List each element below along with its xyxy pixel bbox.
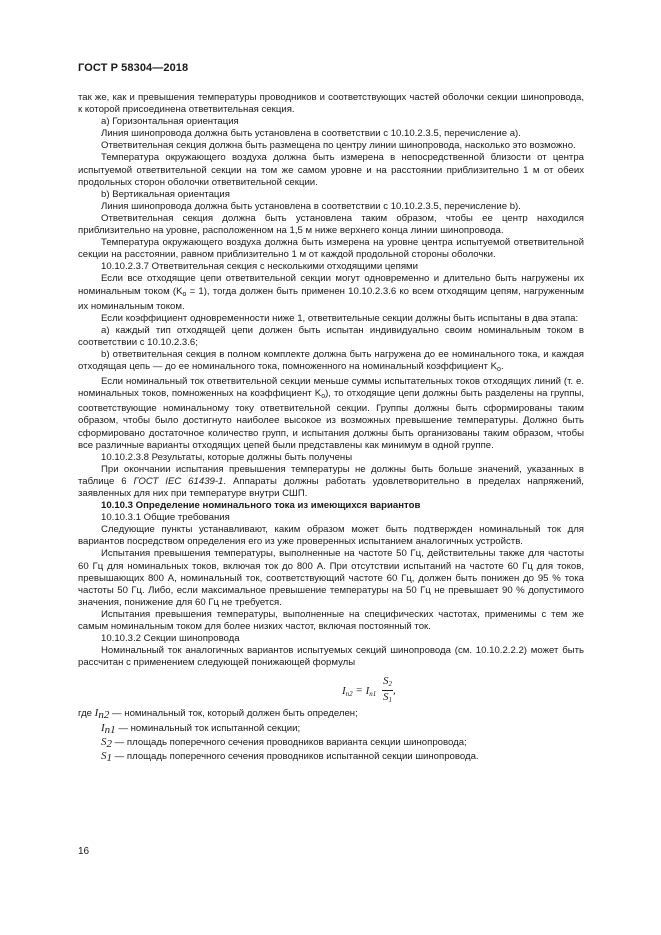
- paragraph: Температура окружающего воздуха должна быть измерена в непосредственной близости от центра испытуемой ответвительной секции на том же самом уровне и на расстоянии приблизительно 1 м от обеих продольных сторон оболочки ответвительной секции.: [78, 152, 584, 188]
- definition-item: где $I_{n2}$ — номинальный ток, который должен быть определен;: [78, 707, 358, 722]
- paragraph: Если номинальный ток ответвительной секции меньше суммы испытательных токов отходящих линий (т. е. номинальных токов, помноженных на коэффициент $K_o$), то отходящие цепи должны быть разделены на группы, соответствующие номинальному току ответвительной секции. Группы должны быть сформированы таким образом, чтобы было достигнуто наиболее высокое из возможных превышение температуры. Должно быть сформировано достаточное количество групп, и испытания должны быть организованы таким образом, чтобы все различные варианты отходящих цепей были представлены как минимум в одной группе.: [78, 376, 584, 451]
- section-heading: 10.10.3.2 Секции шинопровода: [101, 633, 240, 645]
- paragraph: а) Горизонтальная ориентация: [101, 116, 239, 128]
- section-heading: 10.10.2.3.7 Ответвительная секция с несколькими отходящими цепями: [101, 261, 418, 273]
- definition-item: $S_1$ — площадь поперечного сечения проводников испытанной секции шинопровода.: [101, 749, 479, 764]
- paragraph: При окончании испытания превышения температуры не должны быть больше значений, указанных в таблице 6 ГОСТ IEC 61439-1. Аппараты должны работать удовлетворительно в пределах напряжений, заявленных для них при температуре внутри СШП.: [78, 463, 584, 499]
- definition-item: $S_2$ — площадь поперечного сечения проводников варианта секции шинопровода;: [101, 735, 467, 750]
- document-header: ГОСТ Р 58304—2018: [78, 62, 189, 74]
- formula-fraction: [382, 676, 393, 706]
- formula-rhs: $I_{n1}$: [365, 684, 377, 698]
- section-heading-bold: 10.10.3 Определение номинального тока из имеющихся вариантов: [101, 500, 421, 512]
- fraction-numerator: $S_2$: [382, 676, 393, 691]
- paragraph: b) Вертикальная ориентация: [101, 188, 230, 200]
- formula: $I_{n2} = I_{n1}$ $\frac{S_2}{S_1}$ ,: [342, 675, 396, 705]
- paragraph: а) каждый тип отходящей цепи должен быть испытан индивидуально своим номинальным током в соответствии с 10.10.2.3.6;: [78, 324, 584, 348]
- paragraph: b) ответвительная секция в полном комплекте должна быть нагружена до ее номинального тока, и каждая отходящая цепь — до ее номинального тока, помноженного на номинальный коэффициент $K_o$.: [78, 348, 584, 374]
- paragraph: Линия шинопровода должна быть установлена в соответствии с 10.10.2.3.5, перечисление а).: [101, 128, 521, 140]
- paragraph: Если все отходящие цепи ответвительной секции могут одновременно и длительно быть нагружены их номинальным током $(K_o = 1)$, тогда должен быть применен 10.10.2.3.6 ко всем отходящим цепям, нагруженным их номинальным током.: [78, 273, 585, 312]
- paragraph: Линия шинопровода должна быть установлена в соответствии с 10.10.2.3.5, перечисление b).: [101, 200, 521, 212]
- formula-lhs: $I_{n2}$: [342, 684, 353, 698]
- paragraph: Если коэффициент одновременности ниже 1, ответвительные секции должны быть испытаны в два этапа:: [101, 312, 579, 324]
- paragraph: так же, как и превышения температуры проводников и соответствующих частей оболочки секции шинопровода, к которой присоединена ответвительная секция.: [78, 92, 584, 116]
- paragraph: Испытания превышения температуры, выполненные на частоте 50 Гц, действительны также для частоты 60 Гц для номинальных токов, включая ток до 800 А. При отсутствии испытаний на частоте 60 Гц для токов, превышающих 800 А, номинальный ток, соответствующий частоте 60 Гц, должен быть понижен до 95 % тока частоты 50 Гц. Либо, если максимальное превышение температуры на 50 Гц не превышает 90 % допустимого значения, понижение для 60 Гц не требуется.: [78, 548, 584, 608]
- paragraph: Ответвительная секция должна быть установлена таким образом, чтобы ее центр находился приблизительно на уровне, расположенном на 1,5 м ниже верхнего конца линии шинопровода.: [78, 212, 584, 237]
- definition-item: $I_{n1}$ — номинальный ток испытанной секции;: [101, 721, 301, 736]
- paragraph: Ответвительная секция должна быть размещена по центру линии шинопровода, насколько это возможно.: [101, 140, 576, 152]
- fraction-denominator: $S_1$: [383, 691, 393, 705]
- section-heading: 10.10.2.3.8 Результаты, которые должны быть получены: [101, 451, 353, 463]
- paragraph: Следующие пункты устанавливают, каким образом может быть подтвержден номинальный ток для вариантов посредством определения его из уже проверенных испытанием аналогичных устройств.: [78, 524, 584, 548]
- standard-reference: ГОСТ IEC 61439-1: [133, 475, 224, 487]
- formula-equals: =: [355, 684, 363, 697]
- page-number: 16: [78, 846, 90, 857]
- paragraph: Температура окружающего воздуха должна быть измерена на уровне центра испытуемой ответвительной секции на расстоянии, равном приблизительно 1 м от каждой продольной стороны оболочки.: [78, 237, 584, 261]
- paragraph: Номинальный ток аналогичных вариантов испытуемых секций шинопровода (см. 10.10.2.2.2) может быть рассчитан с применением следующей понижающей формулы: [78, 645, 584, 669]
- paragraph: Испытания превышения температуры, выполненные на специфических частотах, применимы с тем же самым номинальным током для более низких частот, включая постоянный ток.: [78, 608, 584, 633]
- section-heading: 10.10.3.1 Общие требования: [101, 512, 230, 524]
- page-body: [78, 92, 584, 764]
